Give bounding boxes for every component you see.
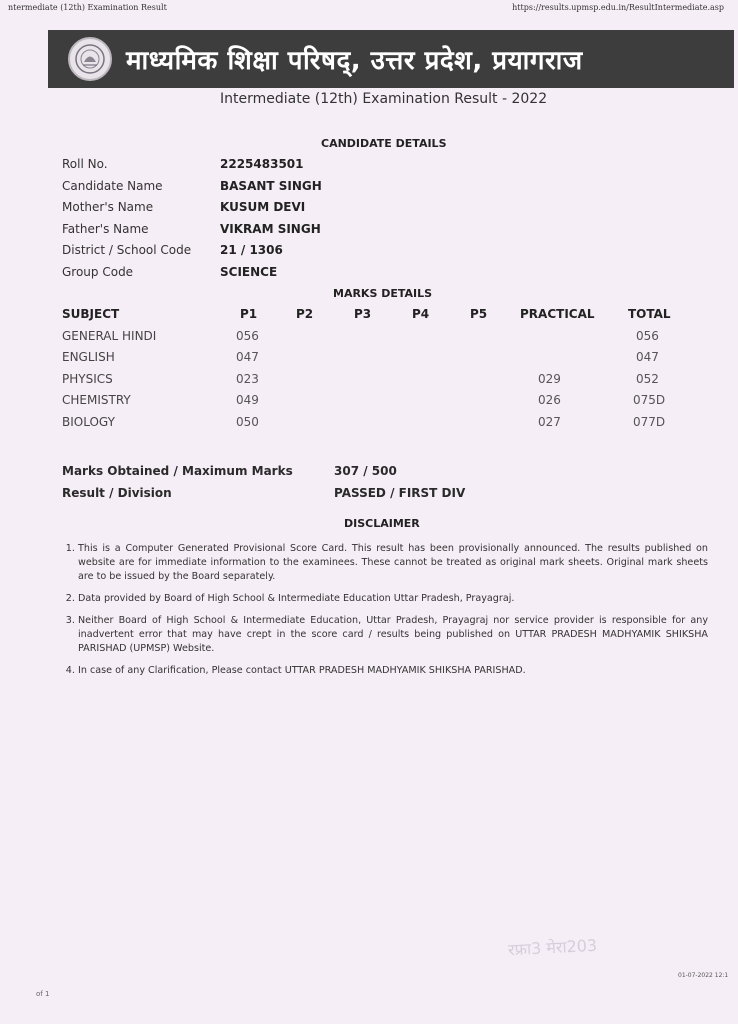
header-p3: P3 — [354, 307, 372, 321]
total-cell: 077D — [633, 414, 666, 429]
p1-cell: 047 — [236, 350, 259, 364]
board-title: माध्यमिक शिक्षा परिषद्, उत्तर प्रदेश, प्रयागराज — [126, 46, 583, 76]
header-practical: PRACTICAL — [520, 307, 595, 321]
candidate-label: Roll No. — [62, 156, 108, 171]
candidate-value: BASANT SINGH — [220, 178, 322, 193]
total-cell: 056 — [636, 328, 659, 343]
candidate-value: 21 / 1306 — [220, 242, 283, 257]
candidate-label: Father's Name — [62, 221, 149, 236]
practical-cell: 026 — [538, 393, 561, 407]
total-cell: 052 — [636, 371, 659, 386]
candidate-value: SCIENCE — [220, 264, 278, 279]
marks-table — [62, 304, 682, 433]
disclaimer-heading: DISCLAIMER — [344, 517, 420, 530]
practical-cell: 027 — [538, 414, 561, 429]
disclaimer-item: 3. Neither Board of High School & Intermediate Education, Uttar Pradesh, Prayagraj nor service provider is responsible for any inadvertent error that may have crept in the score card / results being published on UTTAR PRADESH MADHYAMIK SHIKSHA PARISHAD (UPMSP) Website. — [78, 614, 708, 656]
subject-cell: GENERAL HINDI — [62, 328, 157, 343]
header-p2: P2 — [296, 307, 314, 321]
p1-cell: 056 — [236, 328, 259, 343]
table-row — [62, 412, 682, 434]
print-header-url[interactable]: https://results.upmsp.edu.in/ResultIntermediate.asp — [512, 3, 724, 12]
marks-summary-label: Marks Obtained / Maximum Marks — [62, 464, 293, 478]
subject-cell: ENGLISH — [62, 350, 115, 364]
total-cell: 047 — [636, 350, 659, 364]
print-header-title: ntermediate (12th) Examination Result — [8, 3, 167, 12]
p1-cell: 050 — [236, 414, 259, 429]
disclaimer-item: 4. In case of any Clarification, Please contact UTTAR PRADESH MADHYAMIK SHIKSHA PARISHAD. — [78, 664, 708, 678]
table-row — [62, 326, 682, 348]
candidate-row-name — [62, 175, 672, 196]
header-p4: P4 — [412, 307, 430, 321]
subject-cell: PHYSICS — [62, 371, 113, 386]
up-state-emblem-icon — [68, 37, 112, 81]
disclaimer-item: 1. This is a Computer Generated Provisional Score Card. This result has been provisionally announced. The results published on website are for immediate information to the examinees. These cannot be treated as original mark sheets. Original mark sheets are to be issued by the Board separately. — [78, 542, 708, 584]
disclaimer-item: 2. Data provided by Board of High School & Intermediate Education Uttar Pradesh, Prayagraj. — [78, 592, 708, 606]
subject-cell: CHEMISTRY — [62, 393, 131, 407]
candidate-row-district — [62, 239, 672, 260]
header-subject: SUBJECT — [62, 307, 120, 321]
header-p5: P5 — [470, 307, 488, 321]
candidate-label: District / School Code — [62, 242, 192, 257]
disclaimer-list — [62, 542, 708, 686]
marks-summary-value: 307 / 500 — [334, 464, 397, 478]
page-count: of 1 — [36, 990, 50, 998]
candidate-value: VIKRAM SINGH — [220, 221, 321, 236]
candidate-label: Mother's Name — [62, 199, 154, 214]
total-cell: 075D — [633, 393, 666, 407]
candidate-label: Group Code — [62, 264, 134, 279]
candidate-row-mother — [62, 196, 672, 217]
result-value: PASSED / FIRST DIV — [334, 486, 466, 500]
practical-cell: 029 — [538, 371, 561, 386]
candidate-details-heading: CANDIDATE DETAILS — [321, 137, 447, 150]
subject-cell: BIOLOGY — [62, 414, 115, 429]
candidate-value: KUSUM DEVI — [220, 199, 306, 214]
candidate-label: Candidate Name — [62, 178, 163, 193]
print-timestamp: 01-07-2022 12:1 — [678, 972, 729, 979]
p1-cell: 023 — [236, 371, 259, 386]
candidate-value: 2225483501 — [220, 156, 304, 171]
faint-stamp: रफ्रा3 मेरा203 — [507, 935, 598, 960]
candidate-row-roll-no — [62, 153, 672, 174]
header-total: TOTAL — [628, 307, 671, 321]
marks-details-heading: MARKS DETAILS — [333, 287, 433, 300]
table-row — [62, 347, 682, 369]
result-label: Result / Division — [62, 486, 172, 500]
table-row — [62, 390, 682, 412]
board-banner — [48, 30, 734, 88]
table-row — [62, 369, 682, 391]
header-p1: P1 — [240, 307, 258, 321]
marks-header-row — [62, 304, 682, 326]
page-title: Intermediate (12th) Examination Result - 2022 — [220, 91, 548, 107]
candidate-row-group — [62, 261, 672, 282]
p1-cell: 049 — [236, 393, 259, 407]
candidate-row-father — [62, 218, 672, 239]
